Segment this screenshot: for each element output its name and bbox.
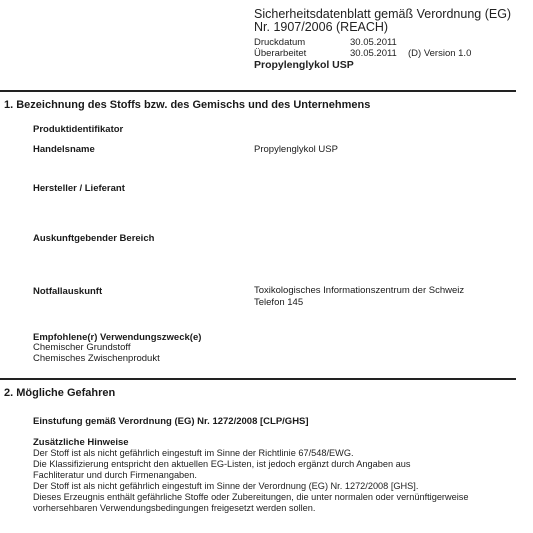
revised-value: 30.05.2011 bbox=[350, 48, 397, 59]
note-line: vorhersehbaren Verwendungsbedingungen freigesetzt werden sollen. bbox=[33, 503, 316, 513]
recommended-use-line1: Chemischer Grundstoff bbox=[33, 342, 131, 353]
recommended-use-label: Empfohlene(r) Verwendungszweck(e) bbox=[33, 332, 202, 343]
trade-name-value: Propylenglykol USP bbox=[254, 144, 338, 155]
section-divider bbox=[0, 90, 516, 92]
trade-name-label: Handelsname bbox=[33, 144, 95, 155]
print-date-value: 30.05.2011 bbox=[350, 37, 397, 48]
doc-title-line2: Nr. 1907/2006 (REACH) bbox=[254, 20, 389, 34]
note-line: Fachliteratur und durch Firmenangaben. bbox=[33, 470, 197, 480]
emergency-info-line1: Toxikologisches Informationszentrum der Schweiz bbox=[254, 285, 465, 296]
information-dept-label: Auskunftgebender Bereich bbox=[33, 233, 155, 244]
note-line: Die Klassifizierung entspricht den aktuellen EG-Listen, ist jedoch ergänzt durch Angaben aus bbox=[33, 459, 411, 469]
emergency-info-line2: Telefon 145 bbox=[254, 297, 304, 308]
recommended-use-line2: Chemisches Zwischenprodukt bbox=[33, 353, 160, 364]
note-line: Der Stoff ist als nicht gefährlich eingestuft im Sinne der Verordnung (EG) Nr. 1272/2008 [GHS]. bbox=[33, 481, 419, 491]
note-line: Dieses Erzeugnis enthält gefährliche Stoffe oder Zubereitungen, die unter normalen oder vernünftigerweise bbox=[33, 492, 469, 502]
classification-label: Einstufung gemäß Verordnung (EG) Nr. 1272/2008 [CLP/GHS] bbox=[33, 416, 309, 427]
emergency-info-label: Notfallauskunft bbox=[33, 286, 103, 297]
doc-title-line1: Sicherheitsdatenblatt gemäß Verordnung (EG) bbox=[254, 7, 512, 21]
revised-label: Überarbeitet bbox=[254, 48, 307, 59]
product-identifier-label: Produktidentifikator bbox=[33, 124, 124, 135]
manufacturer-label: Hersteller / Lieferant bbox=[33, 183, 125, 194]
section2-heading: 2. Mögliche Gefahren bbox=[4, 387, 116, 399]
version-label: (D) Version 1.0 bbox=[408, 48, 472, 59]
product-name: Propylenglykol USP bbox=[254, 59, 354, 71]
note-line: Der Stoff ist als nicht gefährlich eingestuft im Sinne der Richtlinie 67/548/EWG. bbox=[33, 448, 354, 458]
section-divider bbox=[0, 378, 516, 380]
print-date-label: Druckdatum bbox=[254, 37, 306, 48]
additional-notes-label: Zusätzliche Hinweise bbox=[33, 437, 129, 448]
section1-heading: 1. Bezeichnung des Stoffs bzw. des Gemischs und des Unternehmens bbox=[4, 99, 371, 111]
